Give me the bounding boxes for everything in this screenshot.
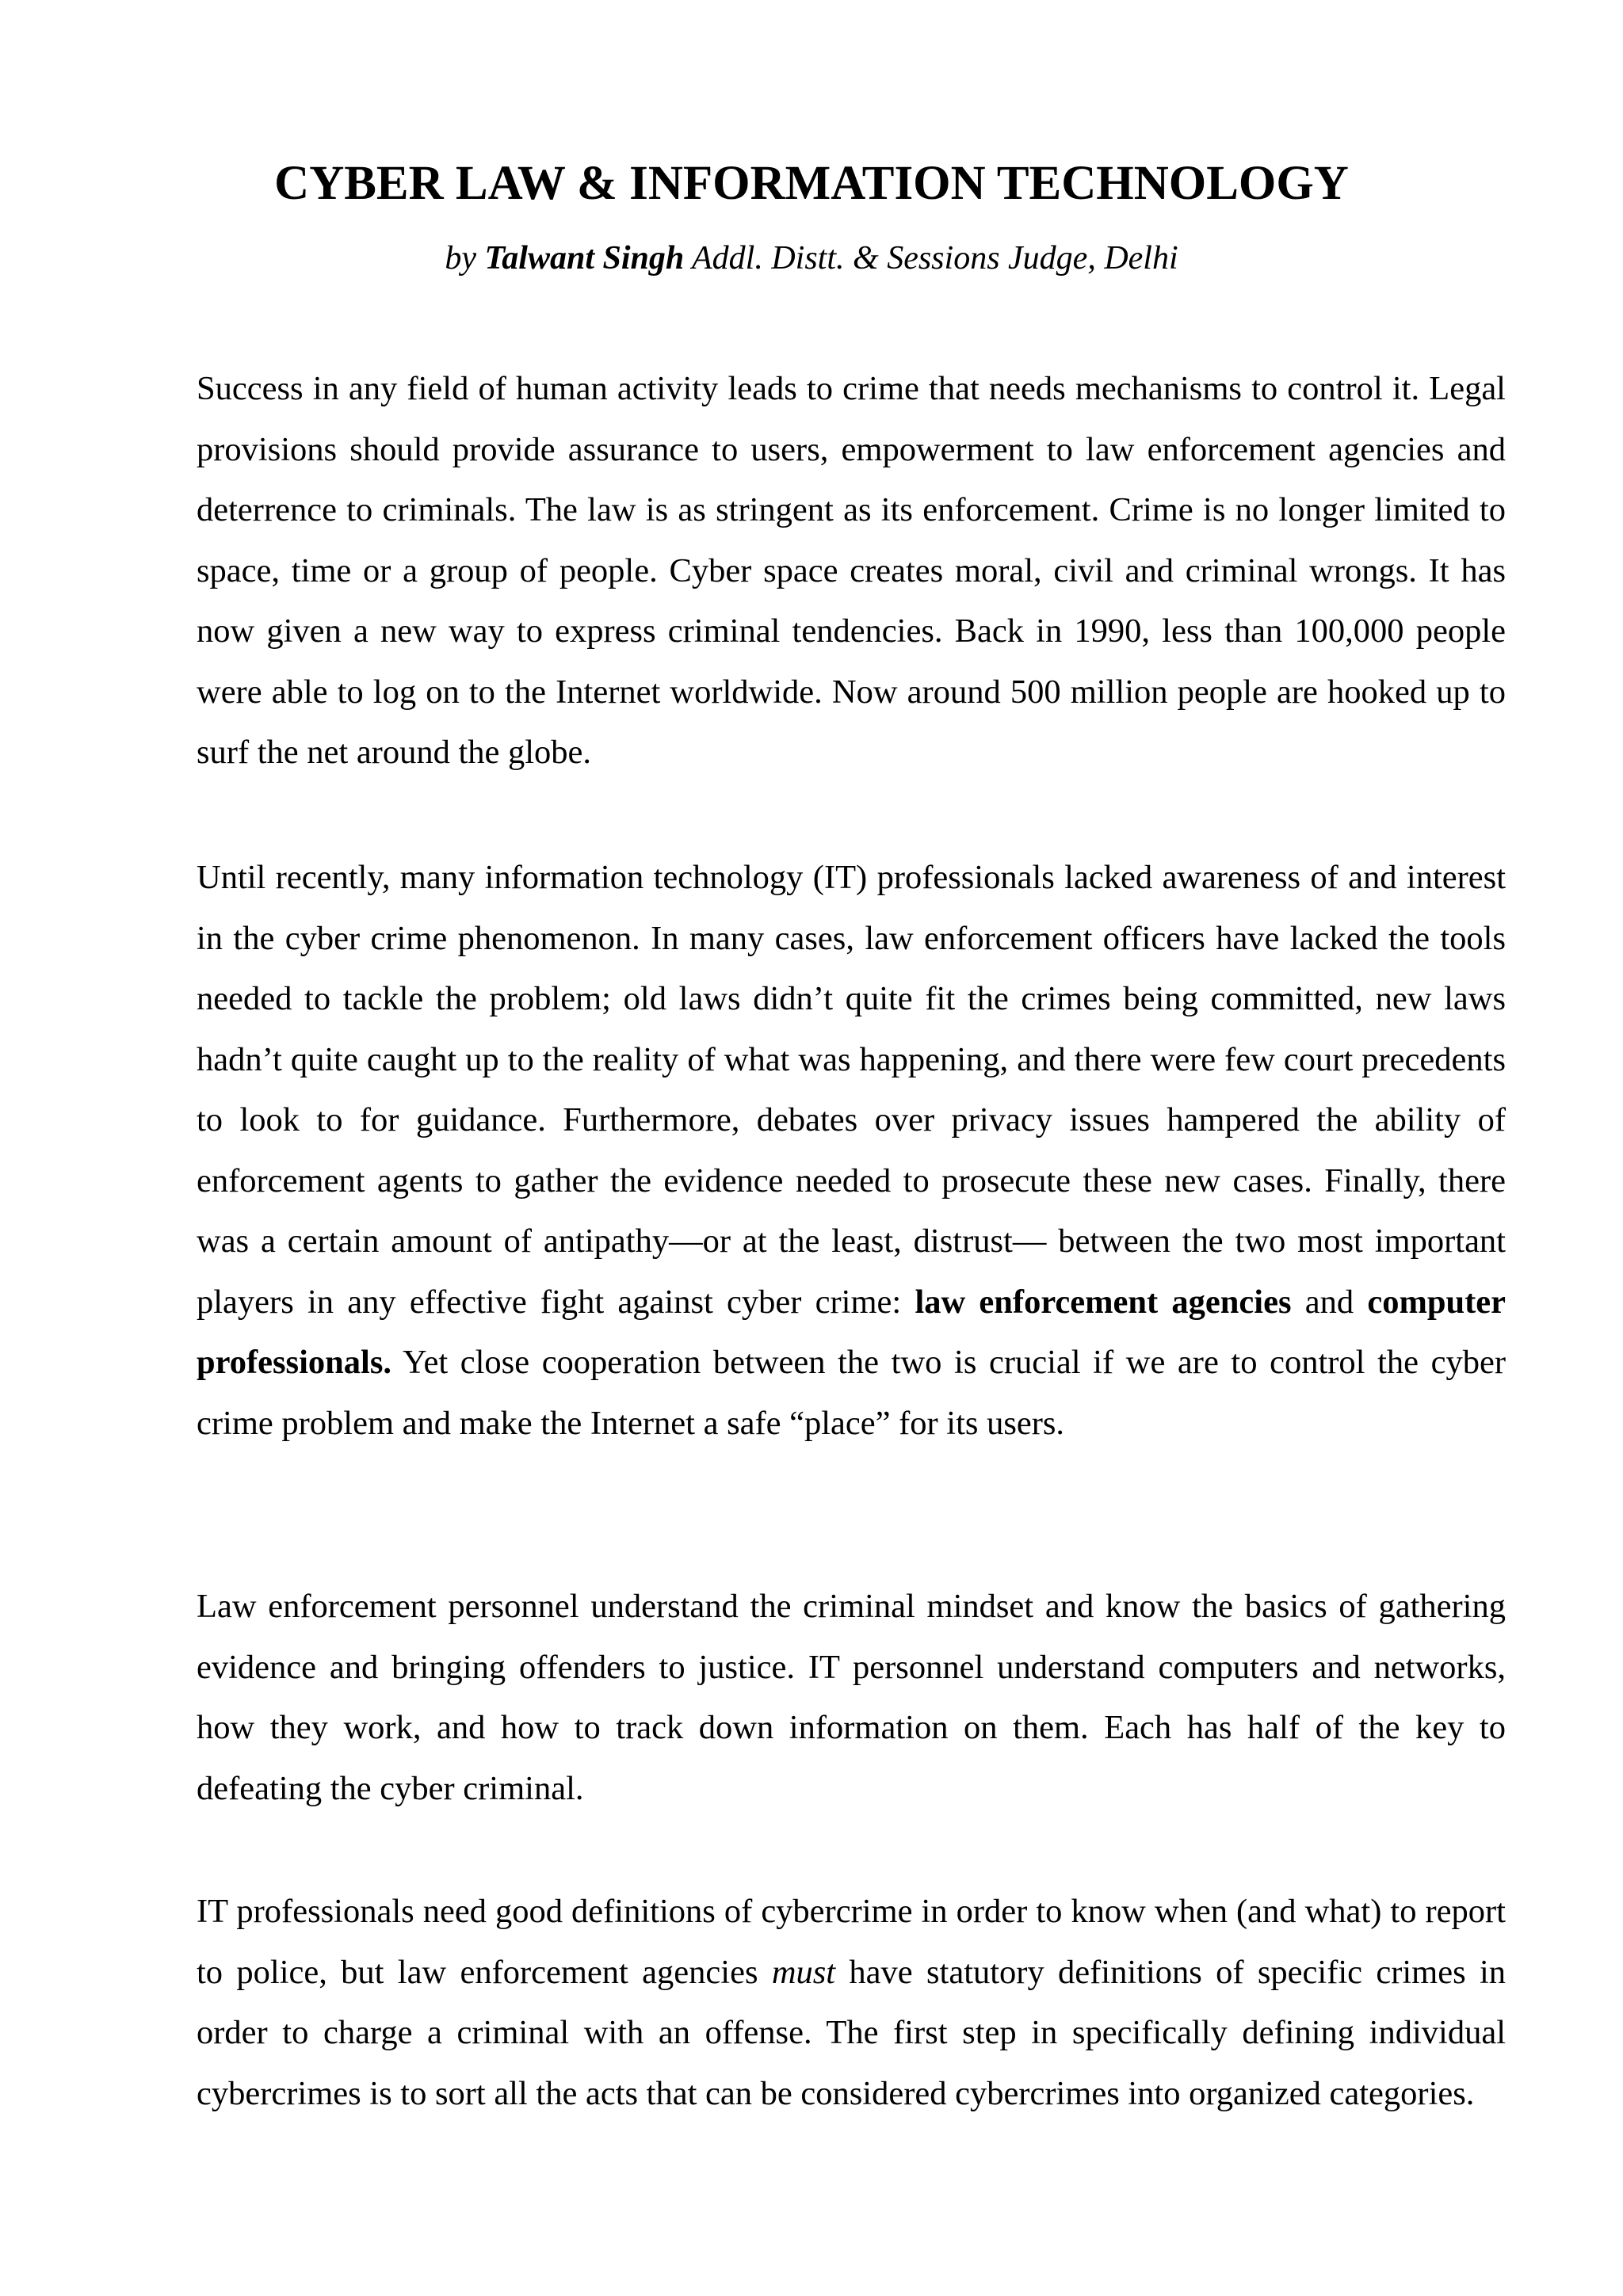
paragraph-1: Success in any field of human activity leads to crime that needs mechanisms to control it. Legal provisions should provide assurance to users, empowerment to law enforcement agencies and deterrence to criminals. The law is as stringent as its enforcement. Crime is no longer limited to space, time or a group of people. Cyber space creates moral, civil and criminal wrongs. It has now given a new way to express criminal tendencies. Back in 1990, less than 100,000 people were able to log on to the Internet worldwide. Now around 500 million people are hooked up to surf the net around the globe. bbox=[197, 370, 1506, 771]
byline bbox=[0, 236, 1623, 280]
paragraph-4-text-a: IT professionals need good definitions of cybercrime in order to know when (and what) to report to police, but law enforcement agencies bbox=[197, 1893, 1506, 1991]
paragraph-3: Law enforcement personnel understand the criminal mindset and know the basics of gathering evidence and bringing offenders to justice. IT personnel understand computers and networks, how they work, and how to track down information on them. Each has half of the key to defeating the cyber criminal. bbox=[197, 1588, 1506, 1807]
paragraph-2-text-b: and bbox=[1291, 1283, 1368, 1321]
author-name: Talwant Singh bbox=[484, 240, 685, 277]
author-designation: Addl. Distt. & Sessions Judge, Delhi bbox=[692, 240, 1178, 277]
emphasis-computer-professionals: computer professionals. bbox=[197, 1283, 1507, 1381]
paragraph-2-text-a: Until recently, many information technology (IT) professionals lacked awareness of and interest in the cyber crime phenomenon. In many cases, law enforcement officers have lacked the tools needed to tackle the problem; old laws didn’t quite fit the crimes being committed, new laws hadn’t quite caught up to the reality of what was happening, and there were few court precedents to look to for guidance. Furthermore, debates over privacy issues hampered the ability of enforcement agents to gather the evidence needed to prosecute these new cases. Finally, there was a certain amount of antipathy—or at the least, distrust— between the two most important players in any effective fight against cyber crime: bbox=[197, 859, 1506, 1321]
emphasis-law-enforcement-agencies: law enforcement agencies bbox=[915, 1283, 1292, 1321]
paragraph-4-text-b: have statutory definitions of specific crimes in order to charge a criminal with an offense. The first step in specifically defining individual cybercrimes is to sort all the acts that can be considered cybercrimes into organized categories. bbox=[197, 1953, 1507, 2112]
paragraph-4 bbox=[197, 1882, 1506, 2124]
paragraph-2 bbox=[197, 848, 1506, 1454]
emphasis-must: must bbox=[771, 1953, 836, 1991]
byline-prefix: by bbox=[445, 240, 476, 277]
document-title: CYBER LAW & INFORMATION TECHNOLOGY bbox=[274, 157, 1349, 210]
paragraph-2-text-c: Yet close cooperation between the two is crucial if we are to control the cyber crime problem and make the Internet a safe “place” for its users. bbox=[197, 1344, 1506, 1442]
